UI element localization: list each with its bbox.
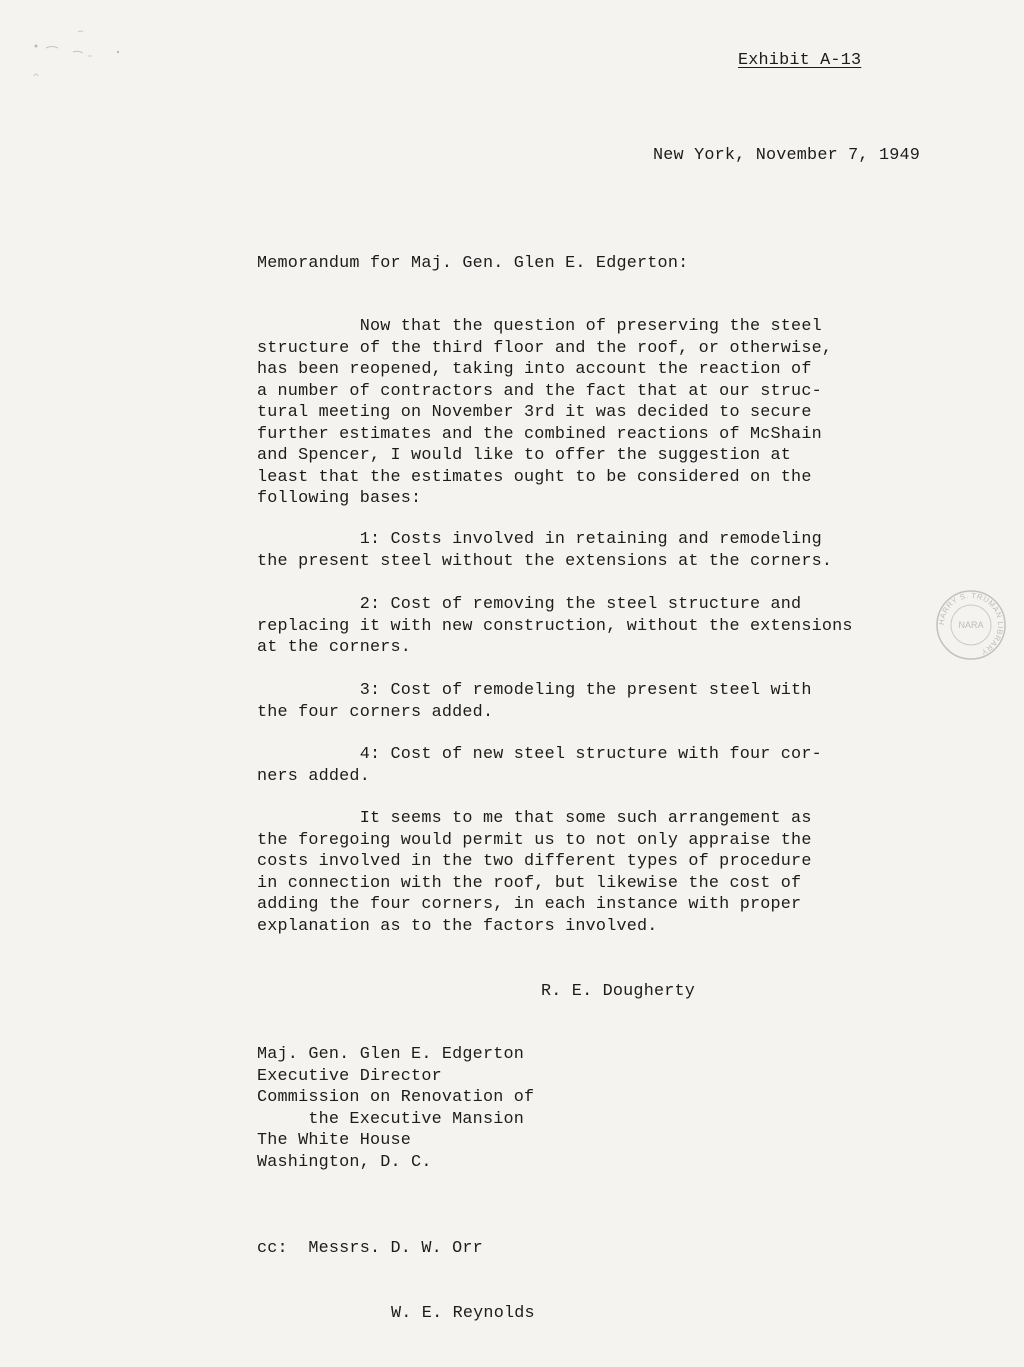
cc-block (257, 1195, 535, 1367)
cc-line-2: W. E. Reynolds (391, 1303, 535, 1323)
list-item: 2: Cost of removing the steel structure and replacing it with new construction, without the extensions at the corners. (257, 595, 853, 657)
signature: R. E. Dougherty (541, 982, 696, 1001)
archive-stamp (934, 588, 1008, 662)
cc-line-1: cc: Messrs. D. W. Orr (257, 1239, 483, 1258)
list-item: 1: Costs involved in retaining and remodeling the present steel without the extensions at the corners. (257, 530, 833, 571)
dateline: New York, November 7, 1949 (653, 146, 921, 165)
paper-marks (28, 28, 128, 98)
exhibit-label: Exhibit A-13 (738, 51, 862, 70)
salutation: Memorandum for Maj. Gen. Glen E. Edgerton: (257, 254, 689, 273)
paragraph-intro: Now that the question of preserving the steel structure of the third floor and the roof, or otherwise, has been reopened, taking into account the reaction of a number of contractors and the fact that at our struc- tural meeting on November 3rd it was decided to secure further estimates and the combined reactions of McShain and Spencer, I would like to offer the suggestion at least that the estimates ought to be considered on the following bases: (257, 317, 833, 508)
list-item: 3: Cost of remodeling the present steel with the four corners added. (257, 681, 812, 722)
stamp-center-text: NARA (958, 620, 984, 630)
paragraph-closing: It seems to me that some such arrangement as the foregoing would permit us to not only appraise the costs involved in the two different types of procedure in connection with the roof, but likewise the cost of adding the four corners, in each instance with proper explanation as to the factors involved. (257, 809, 812, 936)
list-item: 4: Cost of new steel structure with four cor- ners added. (257, 745, 822, 786)
recipient-address: Maj. Gen. Glen E. Edgerton Executive Director Commission on Renovation of the Executive Mansion The White House Washington, D. C. (257, 1045, 535, 1172)
stamp-arc-text: HARRY S. TRUMAN LIBRARY (936, 590, 1006, 657)
